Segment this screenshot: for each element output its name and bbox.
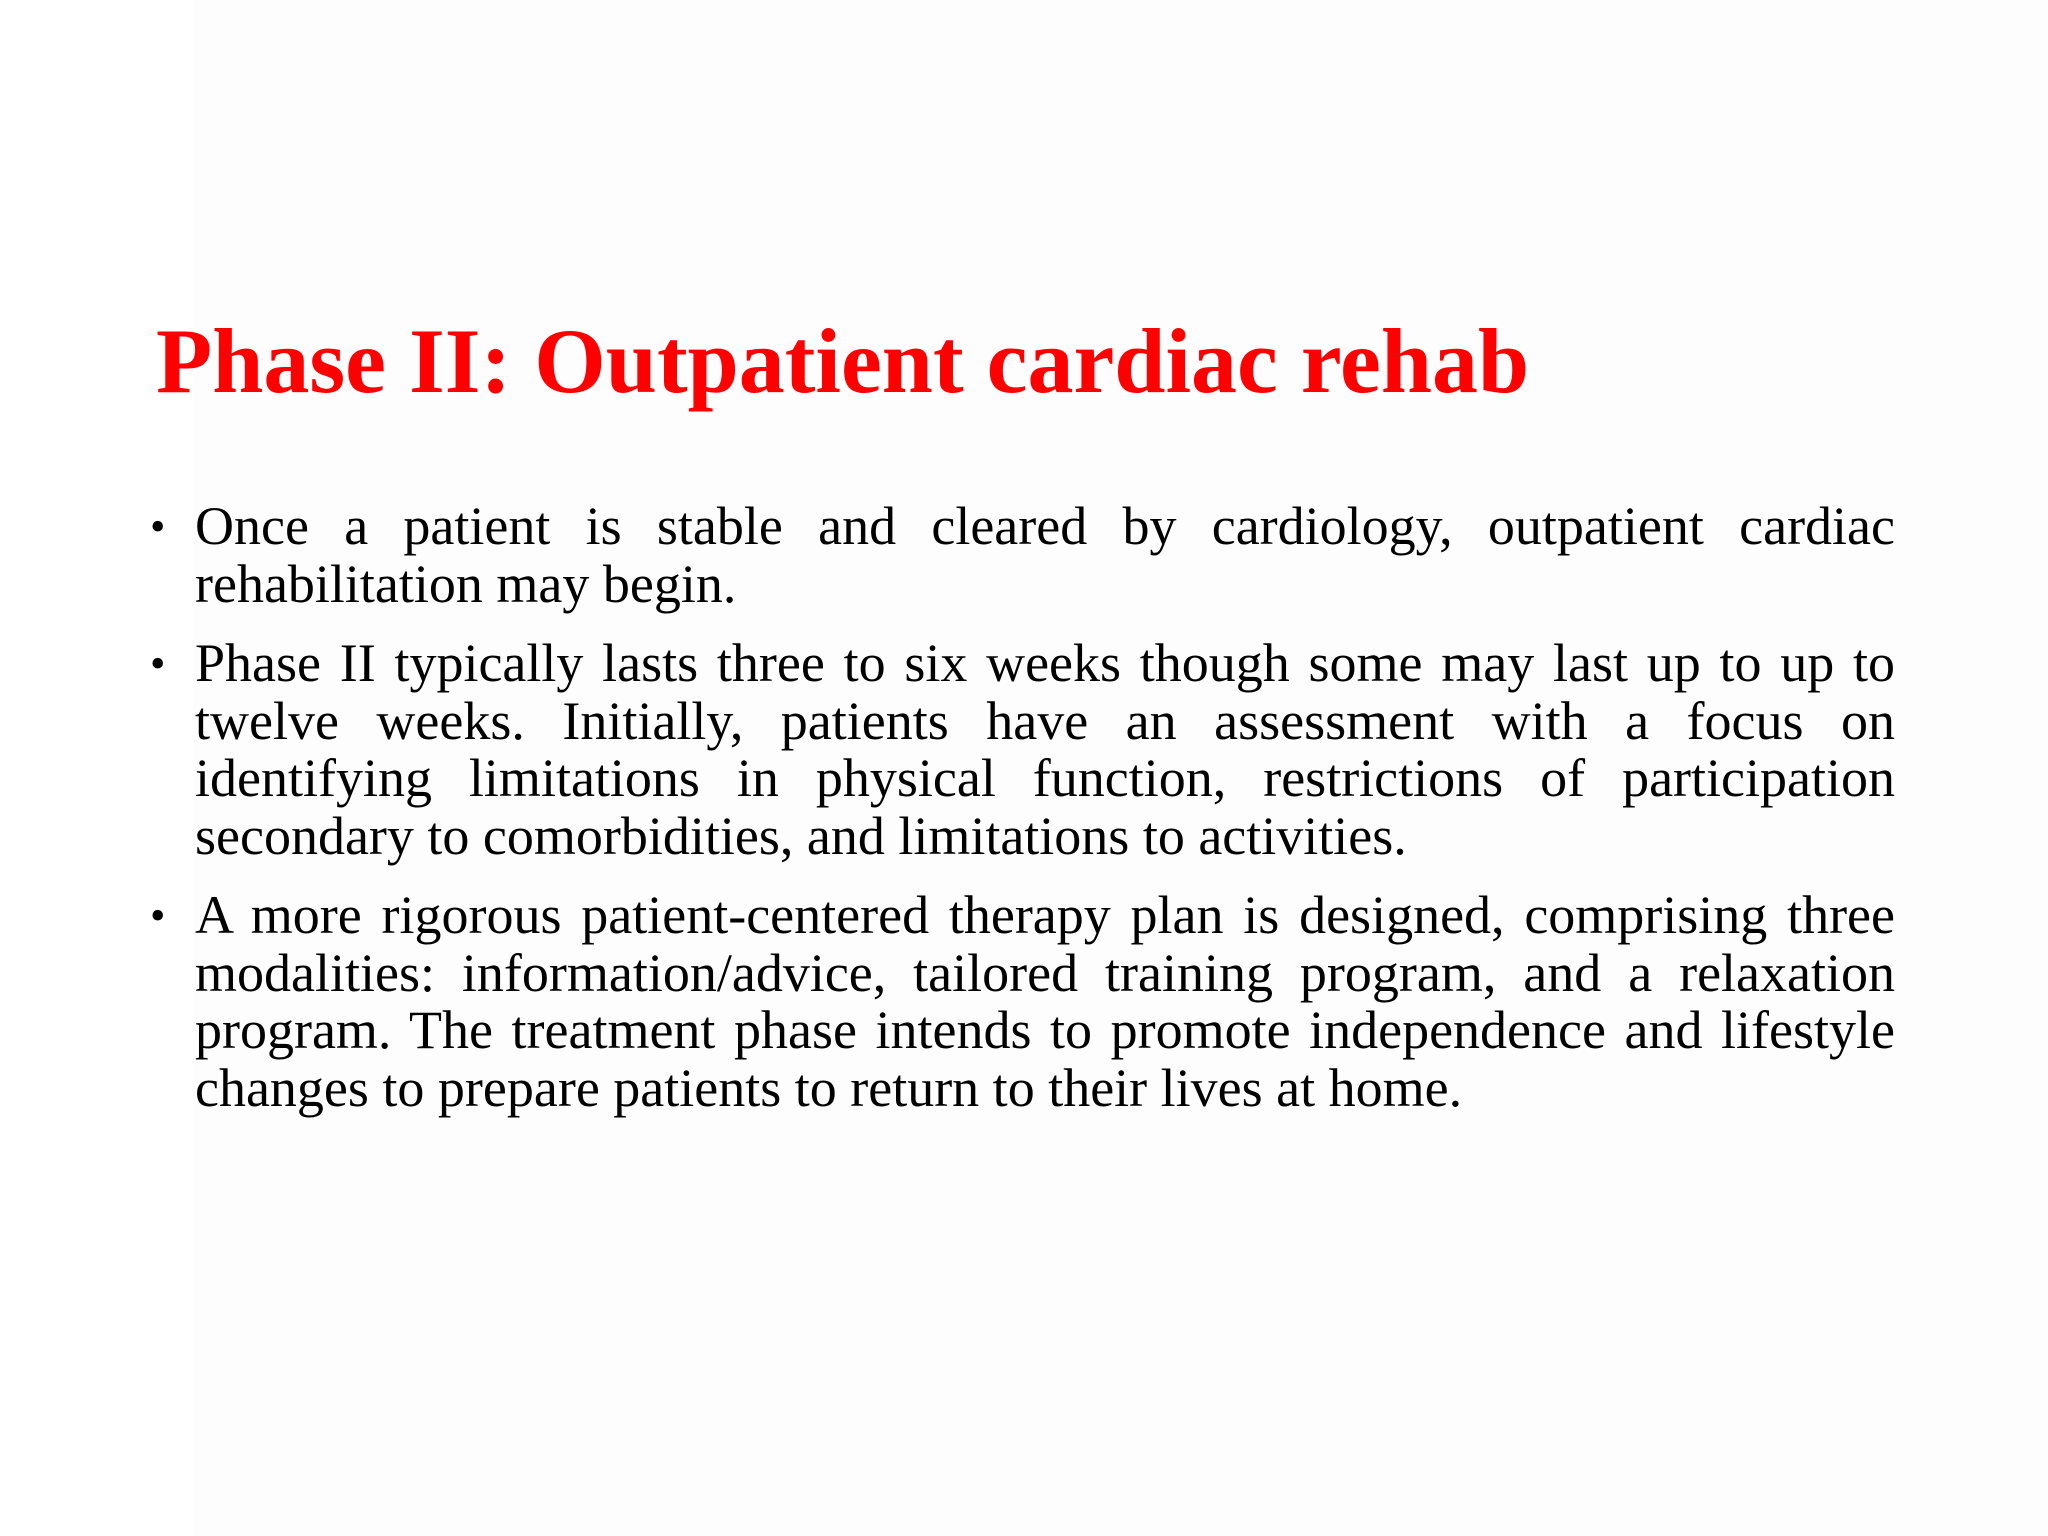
bullet-item bbox=[150, 635, 1895, 865]
slide-title: Phase II: Outpatient cardiac rehab bbox=[156, 310, 1530, 412]
bullet-item bbox=[150, 887, 1895, 1117]
bullet-item bbox=[150, 498, 1895, 613]
bullet-icon: • bbox=[150, 891, 166, 940]
bullet-text: Phase II typically lasts three to six weeks though some may last up to up to twelve weeks. Initially, patients have an assessment with a focus on identifying limitations in physical function, restrictions of participation secondary to comorbidities, and limitations to activities. bbox=[195, 633, 1895, 866]
bullet-icon: • bbox=[150, 639, 166, 688]
bullet-text: Once a patient is stable and cleared by cardiology, outpatient cardiac rehabilitation may begin. bbox=[195, 496, 1895, 614]
bullet-text: A more rigorous patient-centered therapy plan is designed, comprising three modalities: information/advice, tailored training program, and a relaxation program. The treatment phase intends to promote independence and lifestyle changes to prepare patients to return to their lives at home. bbox=[195, 885, 1895, 1118]
bullet-list bbox=[150, 498, 1895, 1139]
bullet-icon: • bbox=[150, 502, 166, 551]
